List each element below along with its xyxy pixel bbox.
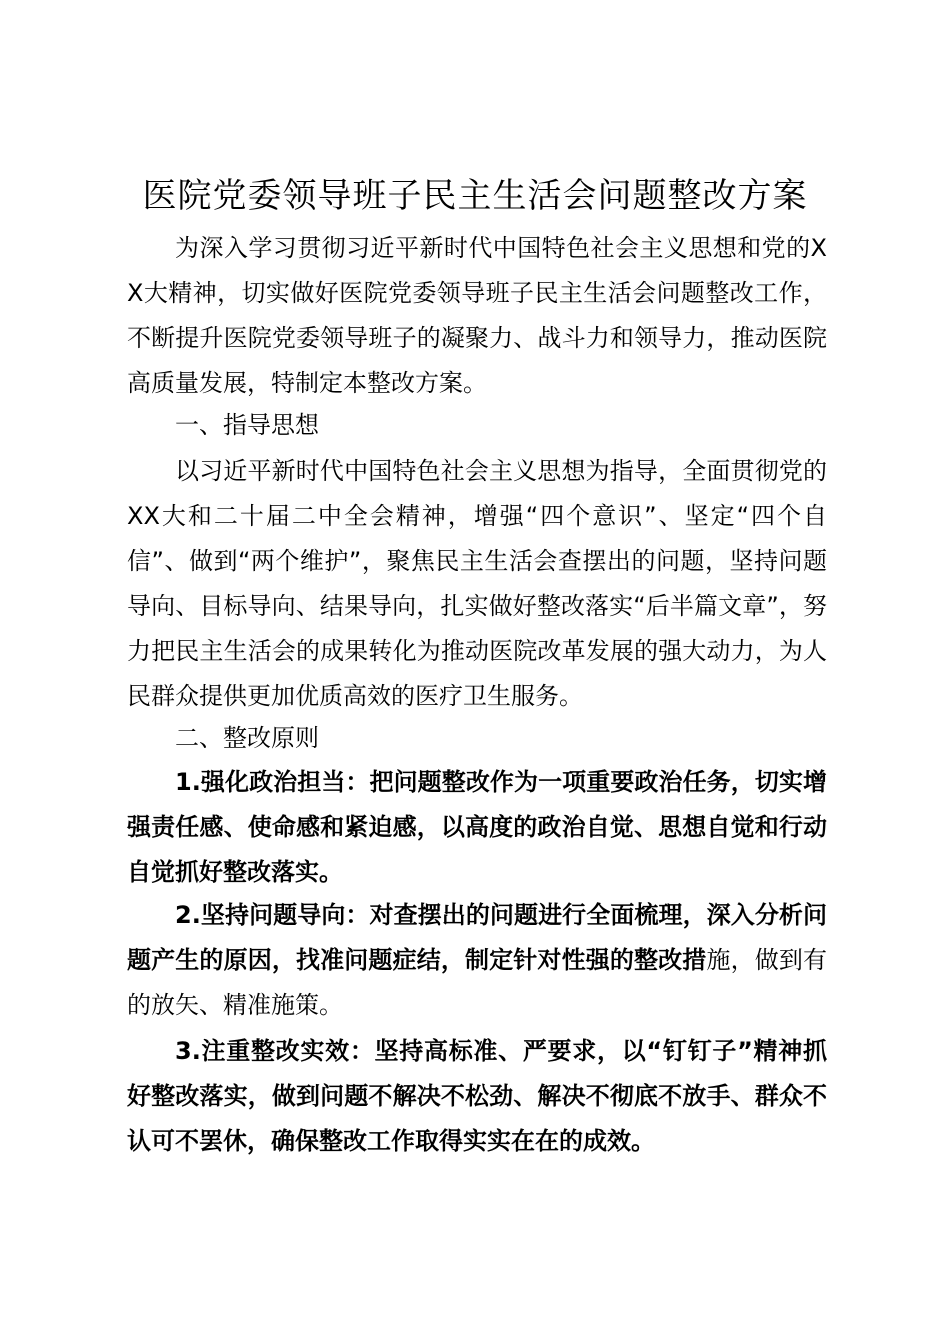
principle-item-2 (127, 893, 827, 1028)
section-heading-guiding-ideology: 一、指导思想 (175, 411, 319, 439)
principle-item-2-tail: 施，做到有的放矢、精准施策。 (127, 946, 828, 1019)
intro-paragraph: 为深入学习贯彻习近平新时代中国特色社会主义思想和党的XX大精神，切实做好医院党委领导班子民主生活会问题整改工作，不断提升医院党委领导班子的凝聚力、战斗力和领导力，推动医院高质量发展，特制定本整改方案。 (127, 234, 827, 397)
document-title: 医院党委领导班子民主生活会问题整改方案 (142, 176, 808, 216)
principle-item-3: 3.注重整改实效：坚持高标准、严要求，以“钉钉子”精神抓好整改落实，做到问题不解决不松劲、解决不彻底不放手、群众不认可不罢休，确保整改工作取得实实在在的成效。 (127, 1037, 827, 1155)
principle-item-2-bold: 2.坚持问题导向：对查摆出的问题进行全面梳理，深入分析问题产生的原因，找准问题症结，制定针对性强的整改措 (127, 901, 827, 974)
section-heading-principles: 二、整改原则 (175, 724, 319, 752)
guiding-ideology-paragraph: 以习近平新时代中国特色社会主义思想为指导，全面贯彻党的XX大和二十届二中全会精神，增强“四个意识”、坚定“四个自信”、做到“两个维护”，聚焦民主生活会查摆出的问题，坚持问题导向、目标导向、结果导向，扎实做好整改落实“后半篇文章”，努力把民主生活会的成果转化为推动医院改革发展的强大动力，为人民群众提供更加优质高效的医疗卫生服务。 (127, 457, 827, 710)
principle-item-1: 1.强化政治担当：把问题整改作为一项重要政治任务，切实增强责任感、使命感和紧迫感，以高度的政治自觉、思想自觉和行动自觉抓好整改落实。 (127, 768, 827, 886)
